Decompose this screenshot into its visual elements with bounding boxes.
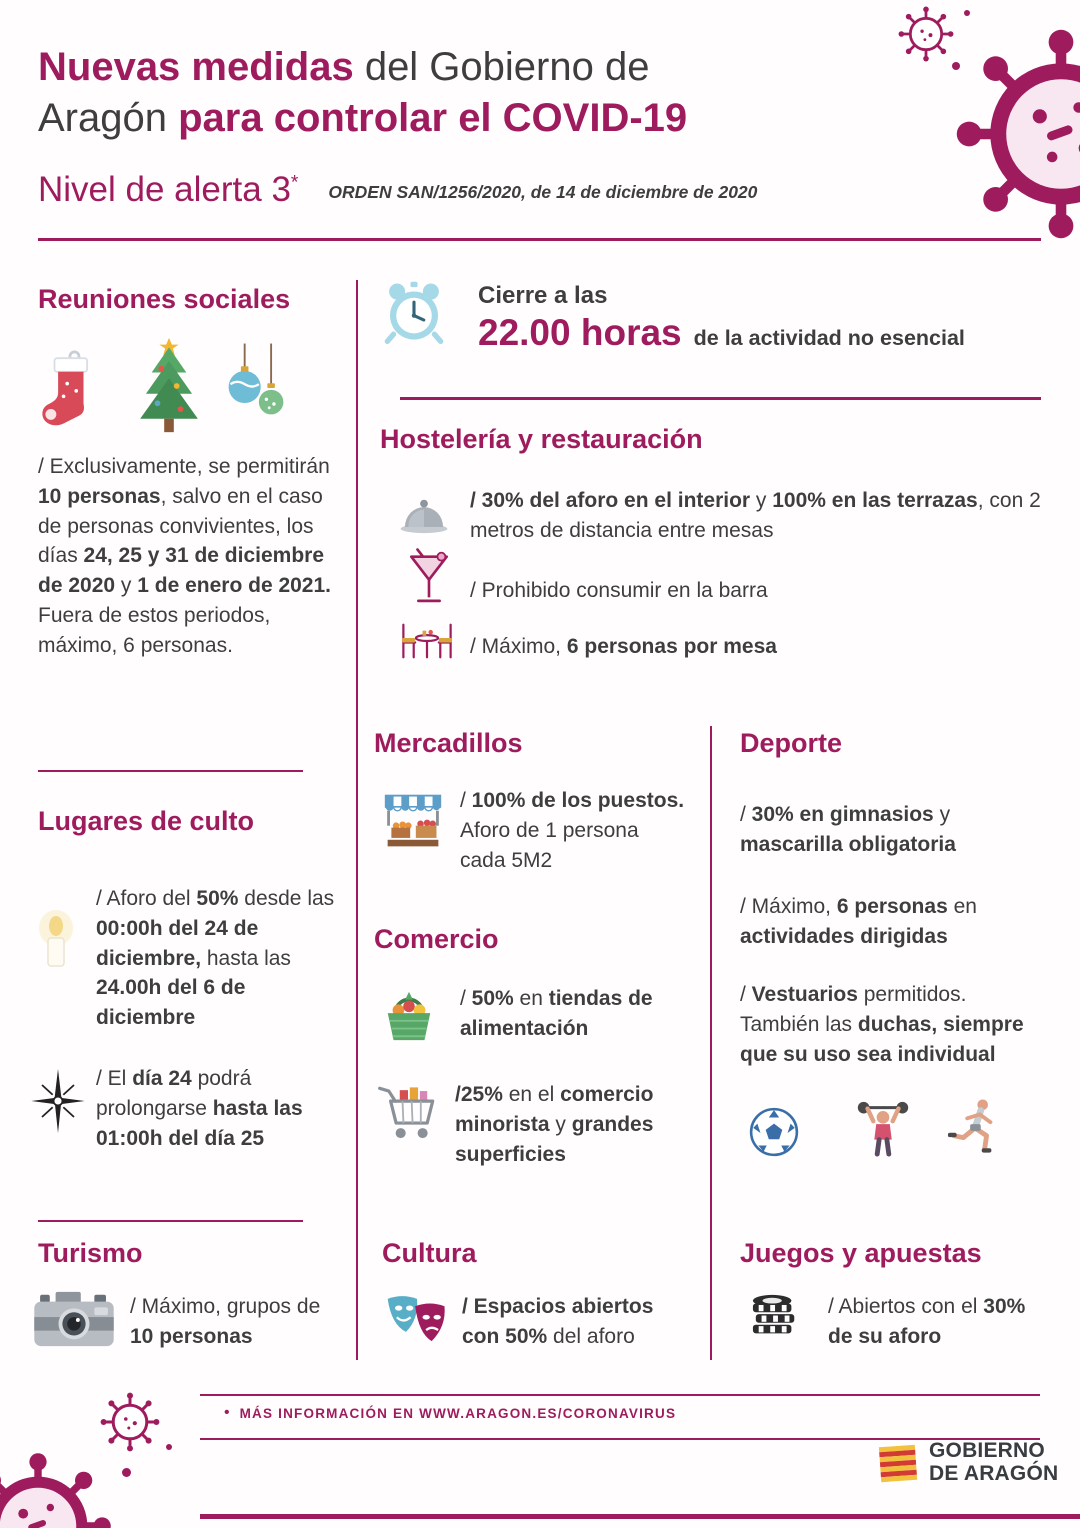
turismo-body: / Máximo, grupos de 10 personas (130, 1295, 321, 1348)
section-title-juegos: Juegos y apuestas (740, 1238, 982, 1268)
coronavirus-icon (0, 1452, 112, 1528)
section-title-lugares: Lugares de culto (38, 806, 255, 836)
lugares-item-2: / El día 24 podrá prolongarse hasta las 01:00h del día 25 (96, 1067, 303, 1150)
grocery-basket-icon (380, 988, 438, 1044)
footer-divider-top (200, 1394, 1040, 1396)
gobierno-aragon-logo (876, 1440, 1058, 1486)
title-line-2: Aragón para controlar el COVID-19 (38, 95, 688, 140)
section-title-cultura: Cultura (382, 1238, 477, 1268)
hosteleria-item-2: / Prohibido consumir en la barra (470, 579, 768, 602)
camera-icon (32, 1288, 116, 1350)
weightlifter-icon (852, 1096, 914, 1158)
soccer-ball-icon (748, 1106, 800, 1158)
column-divider-right (710, 726, 712, 1360)
logo-line-1: GOBIERNO (929, 1439, 1045, 1463)
banner-divider (400, 397, 1041, 400)
coronavirus-icon (955, 28, 1080, 240)
closing-line (478, 312, 1044, 354)
hosteleria-item-1: / 30% del aforo en el interior y 100% en las terrazas, con 2 metros de distancia entre mesas (470, 489, 1041, 542)
coronavirus-outline-icon (100, 1392, 160, 1452)
section-title-deporte: Deporte (740, 728, 843, 758)
alert-asterisk: * (290, 172, 299, 194)
deporte-item-3: / Vestuarios permitidos. También las duchas, siempre que su uso sea individual (740, 983, 1024, 1066)
page-title (38, 42, 878, 144)
hosteleria-item-3: / Máximo, 6 personas por mesa (470, 635, 777, 658)
logo-line-2: DE ARAGÓN (929, 1462, 1059, 1485)
theater-masks-icon (384, 1292, 450, 1348)
shopping-cart-icon (376, 1082, 440, 1144)
juegos-body: / Abiertos con el 30% de su aforo (828, 1295, 1026, 1348)
candle-icon (28, 898, 84, 970)
reuniones-body: / Exclusivamente, se permitirán 10 personas, salvo en el caso de personas convivientes, los días 24, 25 y 31 de diciembre de 2020 y 1 de enero de 2021. Fuera de estos periodos, máximo, 6 personas. (38, 455, 332, 657)
section-title-comercio: Comercio (374, 924, 499, 954)
closing-banner (478, 282, 1044, 354)
deporte-item-2: / Máximo, 6 personas en actividades dirigidas (740, 895, 977, 948)
decor-dot (952, 62, 960, 70)
deporte-item-1: / 30% en gimnasios y mascarilla obligatoria (740, 803, 956, 856)
decor-dot (122, 1468, 131, 1477)
header-divider (38, 238, 1041, 241)
cultura-body: / Espacios abiertos con 50% del aforo (462, 1295, 654, 1348)
section-title-hosteleria: Hostelería y restauración (380, 424, 703, 454)
decor-dot (166, 1444, 172, 1450)
order-reference: ORDEN SAN/1256/2020, de 14 de diciembre de 2020 (328, 182, 758, 202)
logo-text (929, 1440, 1058, 1485)
bullet: • (224, 1404, 230, 1421)
runner-icon (946, 1096, 1002, 1158)
section-title-reuniones: Reuniones sociales (38, 284, 291, 314)
comercio-item-1: / 50% en tiendas de alimentación (460, 987, 653, 1040)
market-stall-icon (382, 790, 444, 852)
aragon-flag-icon (876, 1440, 920, 1486)
christmas-tree-icon (128, 336, 210, 436)
alert-row (38, 170, 998, 210)
coronavirus-outline-icon (898, 6, 954, 62)
mercadillos-body: / 100% de los puestos. Aforo de 1 persona cada 5M2 (460, 789, 685, 872)
closing-time: 22.00 horas (478, 312, 682, 353)
christmas-stocking-icon (40, 346, 98, 432)
alert-level-text: Nivel de alerta 3 (38, 170, 291, 209)
page-bottom-rule (200, 1514, 1080, 1519)
section-title-mercadillos: Mercadillos (374, 728, 523, 758)
christmas-star-icon (26, 1066, 90, 1136)
left-divider-2 (38, 1220, 303, 1222)
alert-level (38, 170, 298, 210)
lugares-item-1: / Aforo del 50% desde las 00:00h del 24 de diciembre, hasta las 24.00h del 6 de diciembre (96, 887, 335, 1030)
comercio-item-2: /25% en el comercio minorista y grandes superficies (455, 1083, 654, 1166)
serving-dome-icon (398, 492, 450, 536)
christmas-baubles-icon (222, 342, 290, 432)
title-line-1: Nuevas medidas del Gobierno de (38, 45, 650, 89)
table-and-chairs-icon (396, 620, 458, 662)
decor-dot (964, 10, 970, 16)
section-title-turismo: Turismo (38, 1238, 143, 1268)
column-divider-left (356, 280, 358, 1360)
closing-intro: Cierre a las (478, 282, 608, 309)
more-info-link[interactable]: MÁS INFORMACIÓN EN WWW.ARAGON.ES/CORONAVIRUS (239, 1405, 677, 1421)
left-divider-1 (38, 770, 303, 772)
cocktail-icon (406, 546, 452, 608)
poker-chips-icon (748, 1292, 804, 1342)
alarm-clock-icon (382, 278, 446, 346)
more-info (224, 1404, 676, 1422)
closing-detail: de la actividad no esencial (693, 326, 965, 350)
